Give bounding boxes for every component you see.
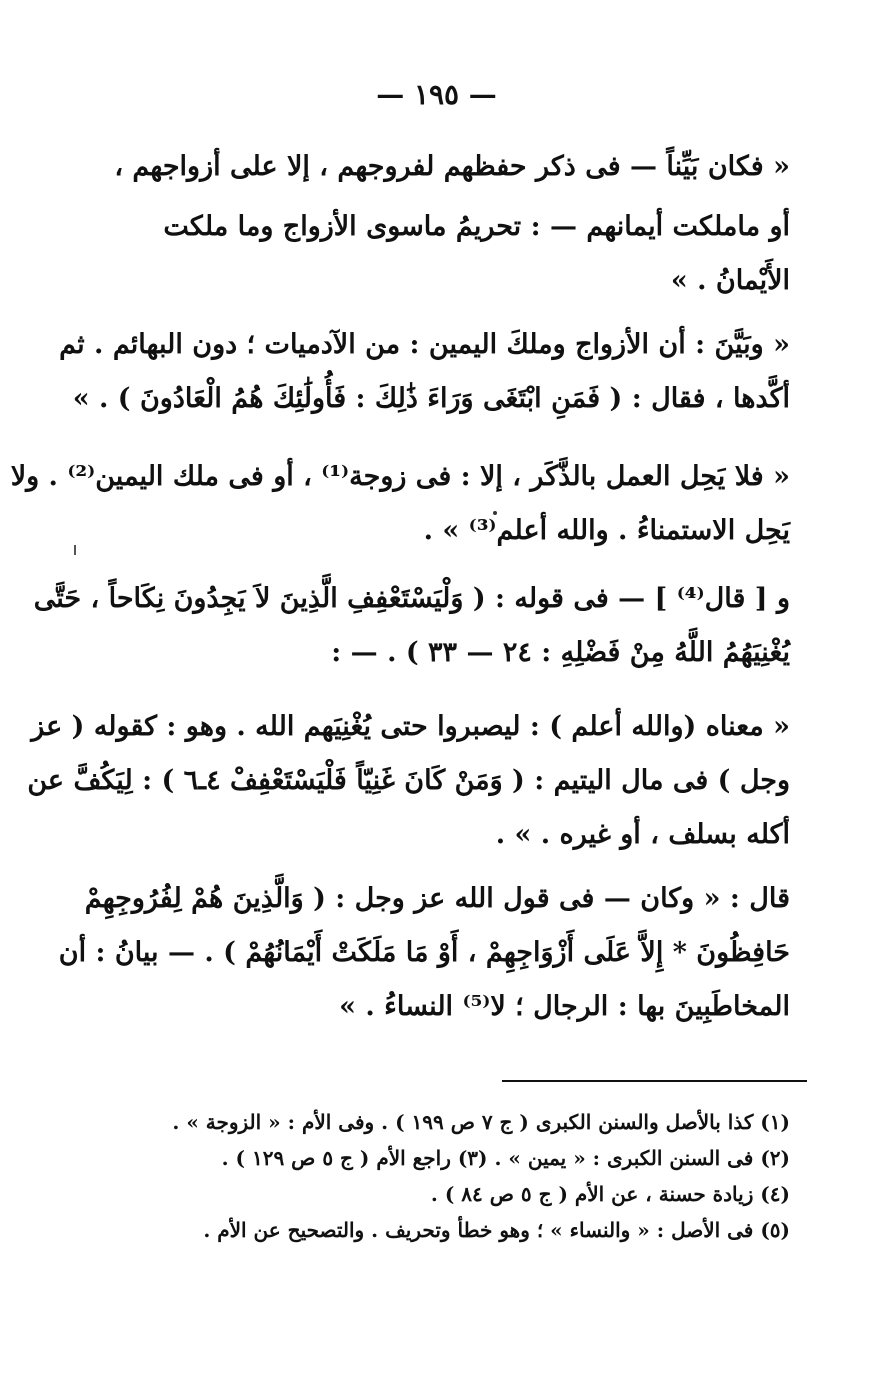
text-line: « وبَيَّنَ : أن الأزواج وملكَ اليمين : من الآدميات ؛ دون البهائم . ثم: [59, 329, 790, 360]
text-line: « فلا يَحِل العمل بالذَّكَر ، إلا : فى زوجة⁽¹⁾ ، أو فى ملك اليمين⁽²⁾ . ولا: [10, 461, 790, 492]
text-line: الأَيْمانُ . »: [670, 265, 790, 296]
footnote-divider: [502, 1080, 807, 1082]
footnote-5: (٥) فى الأصل : « والنساء » ؛ وهو خطأ وتحريف . والتصحيح عن الأم .: [203, 1218, 790, 1242]
paragraph-2: [59, 318, 790, 426]
page-number: — ١٩٥ —: [376, 78, 497, 111]
paragraph-1: [100, 140, 790, 308]
text-line: حَافِظُونَ * إِلاَّ عَلَى أَزْوَاجِهِمْ ، أَوْ مَا مَلَكَتْ أَيْمَانُهُمْ ) . — بيانُ : أن: [58, 937, 790, 968]
text-line: يُغْنِيَهُمُ اللَّهُ مِنْ فَضْلِهِ : ٢٤ — ٣٣ ) . — :: [331, 637, 790, 668]
footnotes: [100, 1104, 790, 1248]
paragraph-5: [27, 700, 790, 862]
text-line: قال : « وكان — فى قول الله عز وجل : ( وَالَّذِينَ هُمْ لِفُرُوجِهِمْ: [84, 883, 790, 914]
text-line: أكَّدها ، فقال : ( فَمَنِ ابْتَغَى وَرَاءَ ذَٰلِكَ : فَأُولَٰئِكَ هُمُ الْعَادُونَ ) . »: [72, 383, 790, 414]
footnote-2-3: (٢) فى السنن الكبرى : « يمين » . (٣) راجع الأم ( ج ٥ ص ١٢٩ ) .: [221, 1146, 790, 1170]
text-line: و [ قال⁽⁴⁾ ] — فى قوله : ( وَلْيَسْتَعْفِفِ الَّذِينَ لاَ يَجِدُونَ نِكَاحاً ، حَتَّى: [33, 583, 790, 614]
footnote-1: (١) كذا بالأصل والسنن الكبرى ( ج ٧ ص ١٩٩ ) . وفى الأم : « الزوجة » .: [172, 1110, 790, 1134]
margin-mark: [74, 545, 76, 555]
paragraph-4: [33, 572, 790, 680]
text-line: يَحِل الاستمناءُ . والله أعلم⁽³⁾ » .: [423, 515, 790, 546]
text-line: المخاطَبِينَ بها : الرجال ؛ لا⁽⁵⁾ النساءُ . »: [339, 991, 790, 1022]
ink-speck: [493, 511, 497, 515]
text-line: « فكان بَيِّناً — فى ذكر حفظهم لفروجهم ، إلا على أزواجهم ،: [114, 151, 790, 182]
paragraph-3: [10, 450, 790, 558]
text-line: وجل ) فى مال اليتيم : ( وَمَنْ كَانَ غَنِيّاً فَلْيَسْتَعْفِفْ ٤ـ٦ ) : لِيَكُفَّ عن: [27, 765, 790, 796]
text-line: أو ماملكت أيمانهم — : تحريمُ ماسوى الأزواج وما ملكت: [163, 211, 790, 242]
text-line: أكله بسلف ، أو غيره . » .: [495, 819, 790, 850]
footnote-4: (٤) زيادة حسنة ، عن الأم ( ج ٥ ص ٨٤ ) .: [430, 1182, 790, 1206]
text-line: « معناه (والله أعلم ) : ليصبروا حتى يُغْنِيَهم الله . وهو : كقوله ( عز: [31, 711, 790, 742]
paragraph-6: [58, 872, 790, 1034]
